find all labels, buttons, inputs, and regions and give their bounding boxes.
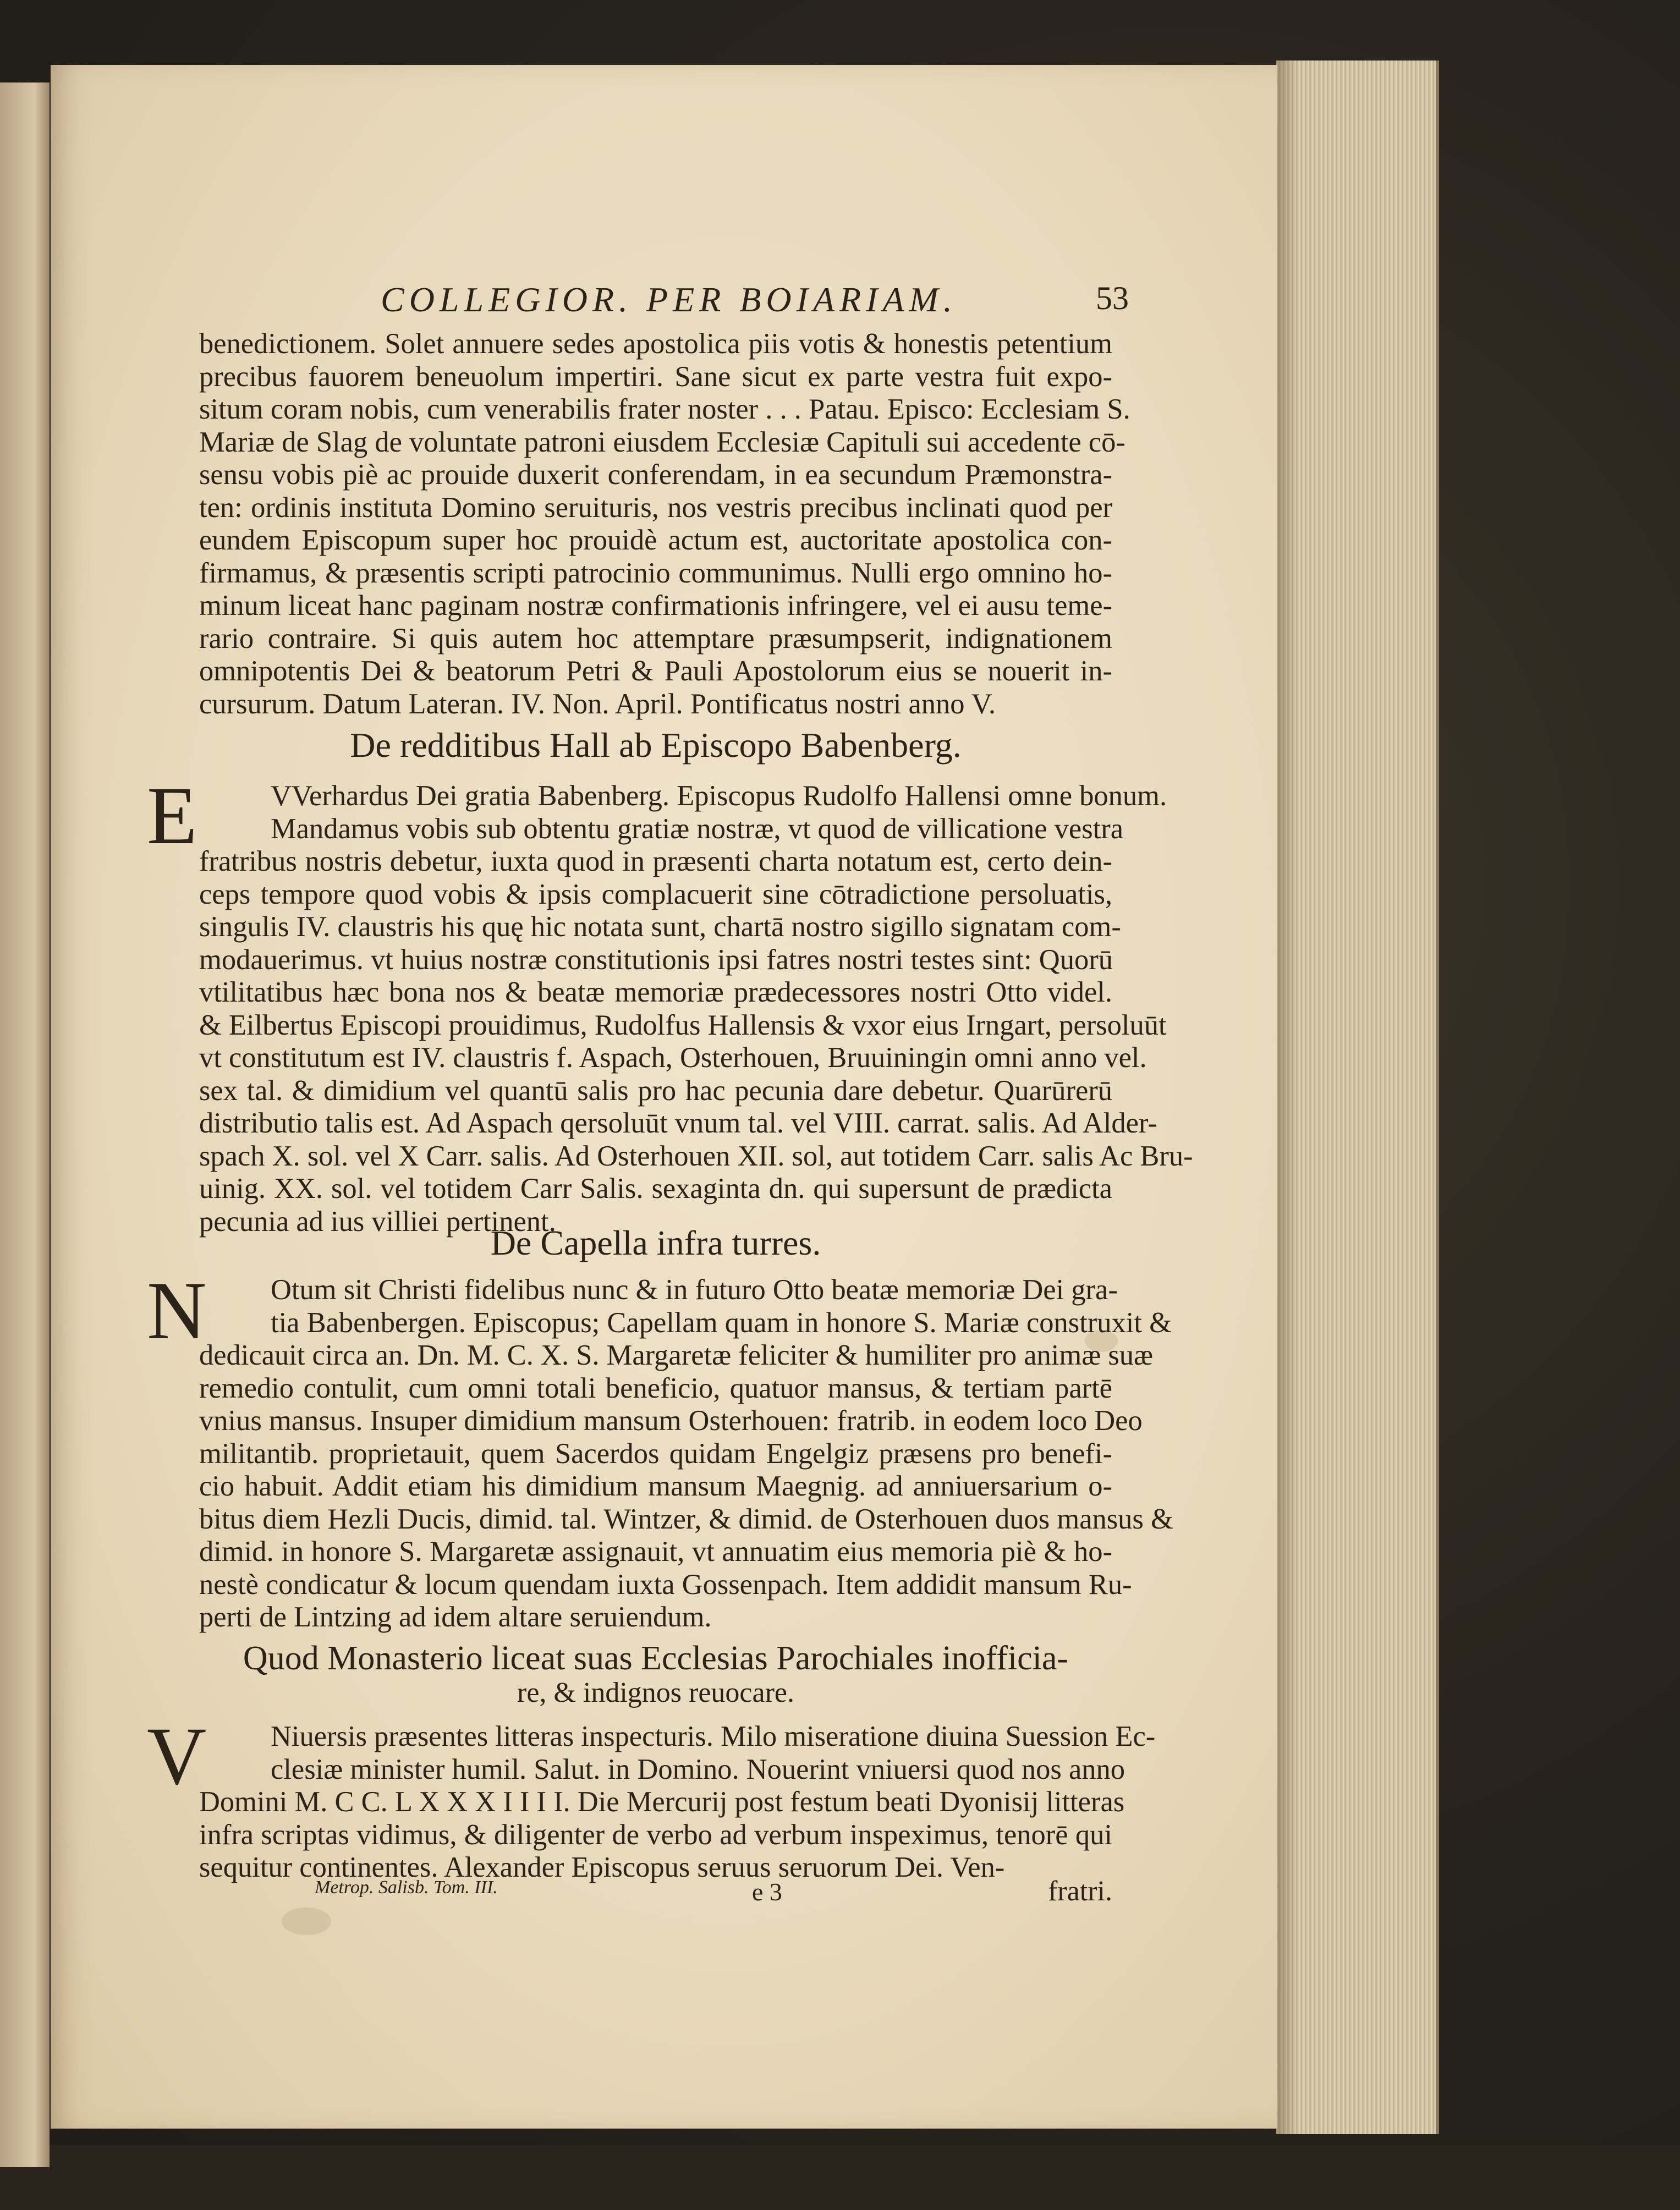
catchword: fratri.: [1048, 1876, 1112, 1907]
text-line: uinig. XX. sol. vel totidem Carr Salis. sexaginta dn. qui supersunt de prædicta: [199, 1173, 1112, 1205]
text-line: eundem Episcopum super hoc prouidè actum est, auctoritate apostolica con-: [199, 524, 1112, 556]
text-line: militantib. proprietauit, quem Sacerdos quidam Engelgiz præsens pro benefi-: [199, 1437, 1112, 1470]
text-line: tia Babenbergen. Episcopus; Capellam quam in honore S. Mariæ construxit &: [271, 1306, 1172, 1339]
background-cloth: [0, 2145, 1680, 2210]
text-line: vt constitutum est IV. claustris f. Aspach, Osterhouen, Bruuiningin omni anno vel.: [199, 1042, 1147, 1074]
text-line: Domini M. C C. L X X X I I I I. Die Mercurij post festum beati Dyonisij litteras: [199, 1786, 1125, 1818]
text-line: sex tal. & dimidium vel quantū salis pro hac pecunia dare debetur. Quarūrerū: [199, 1074, 1112, 1107]
page-footer: [199, 1877, 1112, 1910]
text-line: Otum sit Christi fidelibus nunc & in futuro Otto beatæ memoriæ Dei gra-: [271, 1274, 1118, 1306]
section-heading-redditibus: De redditibus Hall ab Episcopo Babenberg.: [350, 725, 962, 765]
text-line: singulis IV. claustris his quę hic notata sunt, chartā nostro sigillo signatam com-: [199, 911, 1121, 943]
text-line: VVerhardus Dei gratia Babenberg. Episcopus Rudolfo Hallensi omne bonum.: [271, 780, 1167, 812]
text-line: nestè condicatur & locum quendam iuxta Gossenpach. Item addidit mansum Ru-: [199, 1568, 1132, 1601]
text-line: sensu vobis piè ac prouide duxerit conferendam, in ea secundum Præmonstra-: [199, 459, 1112, 491]
text-line: rario contraire. Si quis autem hoc attemptare præsumpserit, indignationem: [199, 622, 1112, 655]
text-block-redditibus: [199, 780, 1193, 1238]
text-block-universis: [199, 1720, 1156, 1884]
text-line: omnipotentis Dei & beatorum Petri & Pauli Apostolorum eius se nouerit in-: [199, 655, 1112, 687]
text-line: Niuersis præsentes litteras inspecturis. Milo miseratione diuina Suession Ec-: [271, 1720, 1156, 1752]
text-line: ceps tempore quod vobis & ipsis complacuerit sine cōtradictione persoluatis,: [199, 878, 1112, 910]
text-line: bitus diem Hezli Ducis, dimid. tal. Wintzer, & dimid. de Osterhouen duos mansus &: [199, 1503, 1173, 1535]
text-line: cursurum. Datum Lateran. IV. Non. April. Pontificatus nostri anno V.: [199, 688, 996, 720]
text-line: vnius mansus. Insuper dimidium mansum Osterhouen: fratrib. in eodem loco Deo: [199, 1405, 1143, 1437]
left-page-edge: [0, 83, 50, 2167]
page-stain: [282, 1907, 331, 1935]
signature-line: Metrop. Salisb. Tom. III.: [315, 1877, 498, 1898]
text-line: spach X. sol. vel X Carr. salis. Ad Osterhouen XII. sol, aut totidem Carr. salis Ac Bru-: [199, 1140, 1193, 1172]
text-block-papal-confirmation: [199, 328, 1130, 721]
page-number: 53: [1096, 280, 1129, 316]
signature-mark: e 3: [752, 1878, 782, 1906]
text-line: sequitur continentes. Alexander Episcopus seruus seruorum Dei. Ven-: [199, 1851, 1005, 1883]
text-line: firmamus, & præsentis scripti patrocinio communimus. Nulli ergo omnino ho-: [199, 557, 1112, 589]
text-line: precibus fauorem beneuolum impertiri. Sane sicut ex parte vestra fuit expo-: [199, 360, 1112, 393]
text-block-capella: [199, 1274, 1173, 1634]
book-fore-edge: [1276, 61, 1439, 2134]
book-page: [51, 65, 1277, 2129]
section-heading-monasterio-cont: re, & indignos reuocare.: [517, 1677, 794, 1708]
text-line: Mandamus vobis sub obtentu gratiæ nostræ, vt quod de villicatione vestra: [271, 812, 1124, 845]
text-line: fratribus nostris debetur, iuxta quod in præsenti charta notatum est, certo dein-: [199, 845, 1112, 877]
text-line: benedictionem. Solet annuere sedes apostolica piis votis & honestis petentium: [199, 328, 1112, 360]
text-line: vtilitatibus hæc bona nos & beatæ memoriæ prædecessores nostri Otto videl.: [199, 976, 1112, 1008]
running-head-title: COLLEGIOR. PER BOIARIAM.: [381, 280, 957, 319]
text-line: minum liceat hanc paginam nostræ confirmationis infringere, vel ei ausu teme-: [199, 590, 1112, 622]
text-line: clesiæ minister humil. Salut. in Domino. Nouerint vniuersi quod nos anno: [271, 1753, 1126, 1785]
text-line: & Eilbertus Episcopi prouidimus, Rudolfus Hallensis & vxor eius Irngart, persoluūt: [199, 1009, 1167, 1041]
text-line: modauerimus. vt huius nostræ constitutionis ipsi fatres nostri testes sint: Quorū: [199, 943, 1113, 976]
drop-cap: V: [147, 1711, 207, 1802]
drop-cap: N: [147, 1265, 207, 1356]
text-line: remedio contulit, cum omni totali beneficio, quatuor mansus, & tertiam partē: [199, 1372, 1112, 1404]
running-head: [238, 279, 1129, 329]
text-line: cio habuit. Addit etiam his dimidium mansum Maegnig. ad anniuersarium o-: [199, 1470, 1112, 1502]
text-line: pecunia ad ius villiei pertinent.: [199, 1205, 556, 1238]
section-heading-capella: De Capella infra turres.: [490, 1223, 821, 1262]
text-line: Mariæ de Slag de voluntate patroni eiusdem Ecclesiæ Capituli sui accedente cō-: [199, 426, 1126, 458]
drop-cap: E: [147, 770, 197, 861]
text-line: ten: ordinis instituta Domino seruituris, nos vestris precibus inclinati quod per: [199, 491, 1112, 524]
text-line: perti de Lintzing ad idem altare seruiendum.: [199, 1601, 712, 1633]
text-line: dedicauit circa an. Dn. M. C. X. S. Margaretæ feliciter & humiliter pro animæ suæ: [199, 1339, 1154, 1371]
fore-edge-shadow: [1276, 61, 1298, 2134]
text-line: dimid. in honore S. Margaretæ assignauit, vt annuatim eius memoria piè & ho-: [199, 1536, 1112, 1568]
text-line: distributio talis est. Ad Aspach qersoluūt vnum tal. vel VIII. carrat. salis. Ad Alder-: [199, 1107, 1157, 1139]
section-heading-monasterio: Quod Monasterio liceat suas Ecclesias Parochiales inofficia-: [243, 1640, 1069, 1677]
text-line: situm coram nobis, cum venerabilis frater noster . . . Patau. Episco: Ecclesiam S.: [199, 393, 1130, 425]
text-line: infra scriptas vidimus, & diligenter de verbo ad verbum inspeximus, tenorē qui: [199, 1818, 1112, 1851]
